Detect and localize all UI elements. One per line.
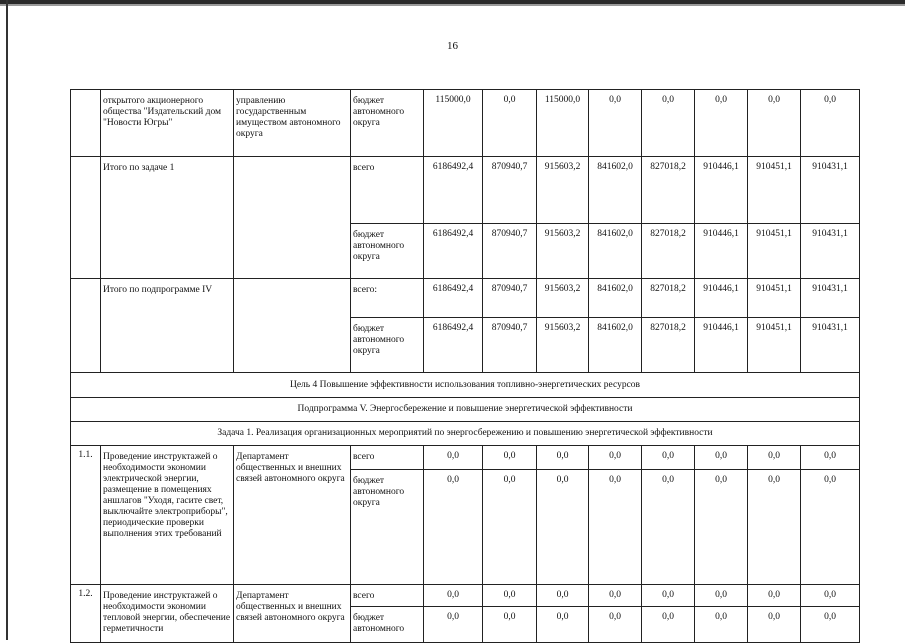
- value-cell: 6186492,4: [424, 279, 483, 318]
- goal-heading: Цель 4 Повышение эффективности использования топливно-энергетических ресурсов: [71, 373, 860, 398]
- value-cell: 915603,2: [537, 224, 589, 279]
- value-cell: 870940,7: [483, 318, 537, 373]
- value-cell: 910431,1: [801, 279, 860, 318]
- source-cell: бюджет автономного округа: [351, 318, 424, 373]
- value-cell: 910431,1: [801, 224, 860, 279]
- value-cell: 0,0: [642, 585, 695, 607]
- responsible-cell: управлению государственным имуществом автономного округа: [234, 90, 351, 157]
- value-cell: 841602,0: [589, 224, 642, 279]
- scan-edge-shadow: [0, 4, 905, 6]
- value-cell: 0,0: [589, 90, 642, 157]
- value-cell: 0,0: [801, 90, 860, 157]
- value-cell: 0,0: [589, 607, 642, 643]
- source-cell: всего: [351, 446, 424, 470]
- value-cell: 0,0: [424, 470, 483, 585]
- index-cell: 1.1.: [71, 446, 101, 585]
- subprogram-heading: Подпрограмма V. Энергосбережение и повышение энергетической эффективности: [71, 398, 860, 422]
- value-cell: 827018,2: [642, 157, 695, 224]
- value-cell: 0,0: [801, 470, 860, 585]
- value-cell: 0,0: [483, 470, 537, 585]
- value-cell: 0,0: [695, 90, 748, 157]
- value-cell: 6186492,4: [424, 224, 483, 279]
- value-cell: 827018,2: [642, 279, 695, 318]
- value-cell: 6186492,4: [424, 318, 483, 373]
- value-cell: 0,0: [537, 470, 589, 585]
- value-cell: 0,0: [483, 90, 537, 157]
- value-cell: 0,0: [695, 585, 748, 607]
- value-cell: 0,0: [748, 470, 801, 585]
- total-label: Итого по подпрограмме IV: [101, 279, 234, 373]
- responsible-cell: Департамент общественных и внешних связей автономного округа: [234, 446, 351, 585]
- value-cell: 115000,0: [424, 90, 483, 157]
- value-cell: 0,0: [642, 90, 695, 157]
- value-cell: 0,0: [589, 446, 642, 470]
- value-cell: 115000,0: [537, 90, 589, 157]
- value-cell: 910446,1: [695, 157, 748, 224]
- section-row: [71, 398, 860, 422]
- responsible-cell: [234, 157, 351, 279]
- table-row: [71, 279, 860, 318]
- measure-name: Проведение инструктажей о необходимости экономии тепловой энергии, обеспечение герметичности: [101, 585, 234, 643]
- value-cell: 0,0: [589, 470, 642, 585]
- section-row: [71, 422, 860, 446]
- value-cell: 910451,1: [748, 318, 801, 373]
- value-cell: 0,0: [483, 446, 537, 470]
- source-cell: бюджет автономного: [351, 607, 424, 643]
- value-cell: 0,0: [537, 585, 589, 607]
- section-row: [71, 373, 860, 398]
- value-cell: 0,0: [801, 607, 860, 643]
- task-heading: Задача 1. Реализация организационных мероприятий по энергосбережению и повышению энергетической эффективности: [71, 422, 860, 446]
- value-cell: 0,0: [483, 585, 537, 607]
- source-cell: всего: [351, 585, 424, 607]
- value-cell: 910431,1: [801, 157, 860, 224]
- value-cell: 910446,1: [695, 279, 748, 318]
- source-cell: бюджет автономного округа: [351, 470, 424, 585]
- value-cell: 0,0: [642, 470, 695, 585]
- table-row: [71, 157, 860, 224]
- value-cell: 0,0: [642, 446, 695, 470]
- value-cell: 0,0: [642, 607, 695, 643]
- value-cell: 915603,2: [537, 318, 589, 373]
- source-cell: бюджет автономного округа: [351, 224, 424, 279]
- value-cell: 870940,7: [483, 157, 537, 224]
- index-cell: [71, 90, 101, 157]
- value-cell: 827018,2: [642, 224, 695, 279]
- responsible-cell: [234, 279, 351, 373]
- measure-name: Проведение инструктажей о необходимости экономии электрической энергии, размещение в помещениях аншлагов "Уходя, гасите свет, выключайте электроприборы", периодические проверки выполнения этих требований: [101, 446, 234, 585]
- value-cell: 915603,2: [537, 279, 589, 318]
- value-cell: 915603,2: [537, 157, 589, 224]
- value-cell: 870940,7: [483, 279, 537, 318]
- value-cell: 0,0: [589, 585, 642, 607]
- value-cell: 0,0: [801, 585, 860, 607]
- value-cell: 0,0: [537, 446, 589, 470]
- value-cell: 841602,0: [589, 318, 642, 373]
- page-number: 16: [447, 40, 458, 52]
- value-cell: 0,0: [424, 446, 483, 470]
- value-cell: 910451,1: [748, 279, 801, 318]
- value-cell: 0,0: [748, 585, 801, 607]
- responsible-cell: Департамент общественных и внешних связей автономного округа: [234, 585, 351, 643]
- value-cell: 841602,0: [589, 157, 642, 224]
- source-cell: всего: [351, 157, 424, 224]
- value-cell: 0,0: [424, 585, 483, 607]
- value-cell: 910446,1: [695, 318, 748, 373]
- value-cell: 0,0: [424, 607, 483, 643]
- total-label: Итого по задаче 1: [101, 157, 234, 279]
- value-cell: 910451,1: [748, 157, 801, 224]
- scan-edge-left: [6, 0, 8, 640]
- value-cell: 0,0: [748, 446, 801, 470]
- index-cell: 1.2.: [71, 585, 101, 643]
- value-cell: 0,0: [801, 446, 860, 470]
- value-cell: 0,0: [483, 607, 537, 643]
- value-cell: 0,0: [537, 607, 589, 643]
- measure-name: открытого акционерного общества "Издательский дом "Новости Югры": [101, 90, 234, 157]
- value-cell: 841602,0: [589, 279, 642, 318]
- index-cell: [71, 279, 101, 373]
- value-cell: 0,0: [748, 607, 801, 643]
- budget-table: [70, 89, 860, 643]
- value-cell: 0,0: [695, 446, 748, 470]
- value-cell: 910446,1: [695, 224, 748, 279]
- value-cell: 870940,7: [483, 224, 537, 279]
- value-cell: 0,0: [695, 470, 748, 585]
- value-cell: 0,0: [695, 607, 748, 643]
- value-cell: 910431,1: [801, 318, 860, 373]
- value-cell: 6186492,4: [424, 157, 483, 224]
- value-cell: 910451,1: [748, 224, 801, 279]
- source-cell: всего:: [351, 279, 424, 318]
- value-cell: 827018,2: [642, 318, 695, 373]
- index-cell: [71, 157, 101, 279]
- source-cell: бюджет автономного округа: [351, 90, 424, 157]
- table-row: [71, 446, 860, 470]
- value-cell: 0,0: [748, 90, 801, 157]
- table-row: [71, 90, 860, 157]
- table-row: [71, 585, 860, 607]
